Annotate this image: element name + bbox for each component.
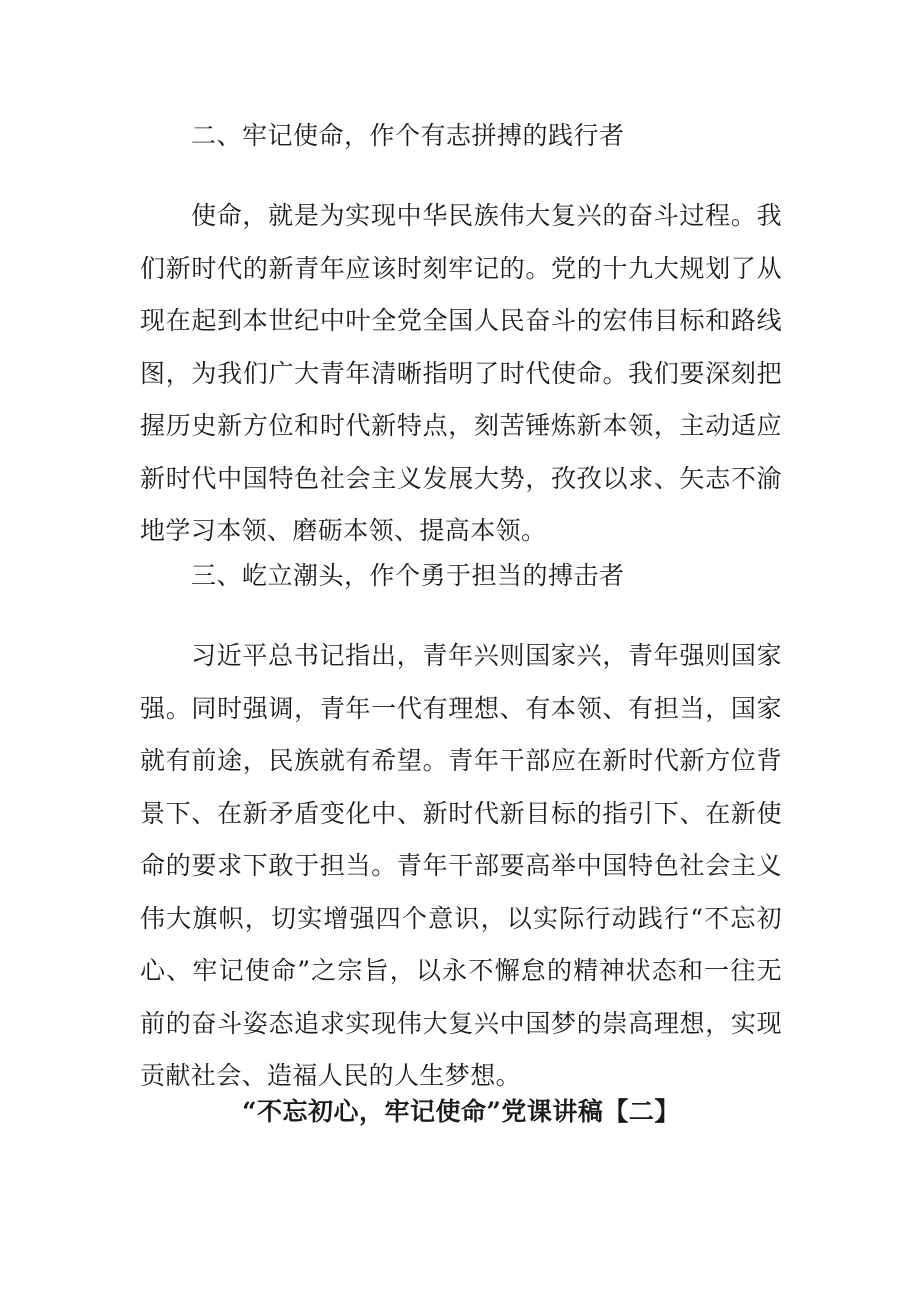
section-two-paragraph: 使命，就是为实现中华民族伟大复兴的奋斗过程。我们新时代的新青年应该时刻牢记的。党的十九大规划了从现在起到本世纪中叶全党全国人民奋斗的宏伟目标和路线图，为我们广大青年清晰指明了时代使命。我们要深刻把握历史新方位和时代新特点，刻苦锤炼新本领，主动适应新时代中国特色社会主义发展大势，孜孜以求、矢志不渝地学习本领、磨砺本领、提高本领。 bbox=[140, 201, 782, 545]
section-three-heading: 三、屹立潮头，作个勇于担当的搏击者 bbox=[191, 561, 625, 590]
next-document-title: “不忘初心，牢记使命”党课讲稿【二】 bbox=[242, 1097, 680, 1126]
section-three-paragraph: 习近平总书记指出，青年兴则国家兴，青年强则国家强。同时强调，青年一代有理想、有本领、有担当，国家就有前途，民族就有希望。青年干部应在新时代新方位背景下、在新矛盾变化中、新时代新目标的指引下、在新使命的要求下敢于担当。青年干部要高举中国特色社会主义伟大旗帜，切实增强四个意识，以实际行动践行“不忘初心、牢记使命”之宗旨，以永不懈怠的精神状态和一往无前的奋斗姿态追求实现伟大复兴中国梦的崇高理想，实现贡献社会、造福人民的人生梦想。 bbox=[140, 641, 782, 1090]
section-two-heading: 二、牢记使命，作个有志拼搏的践行者 bbox=[191, 121, 625, 150]
